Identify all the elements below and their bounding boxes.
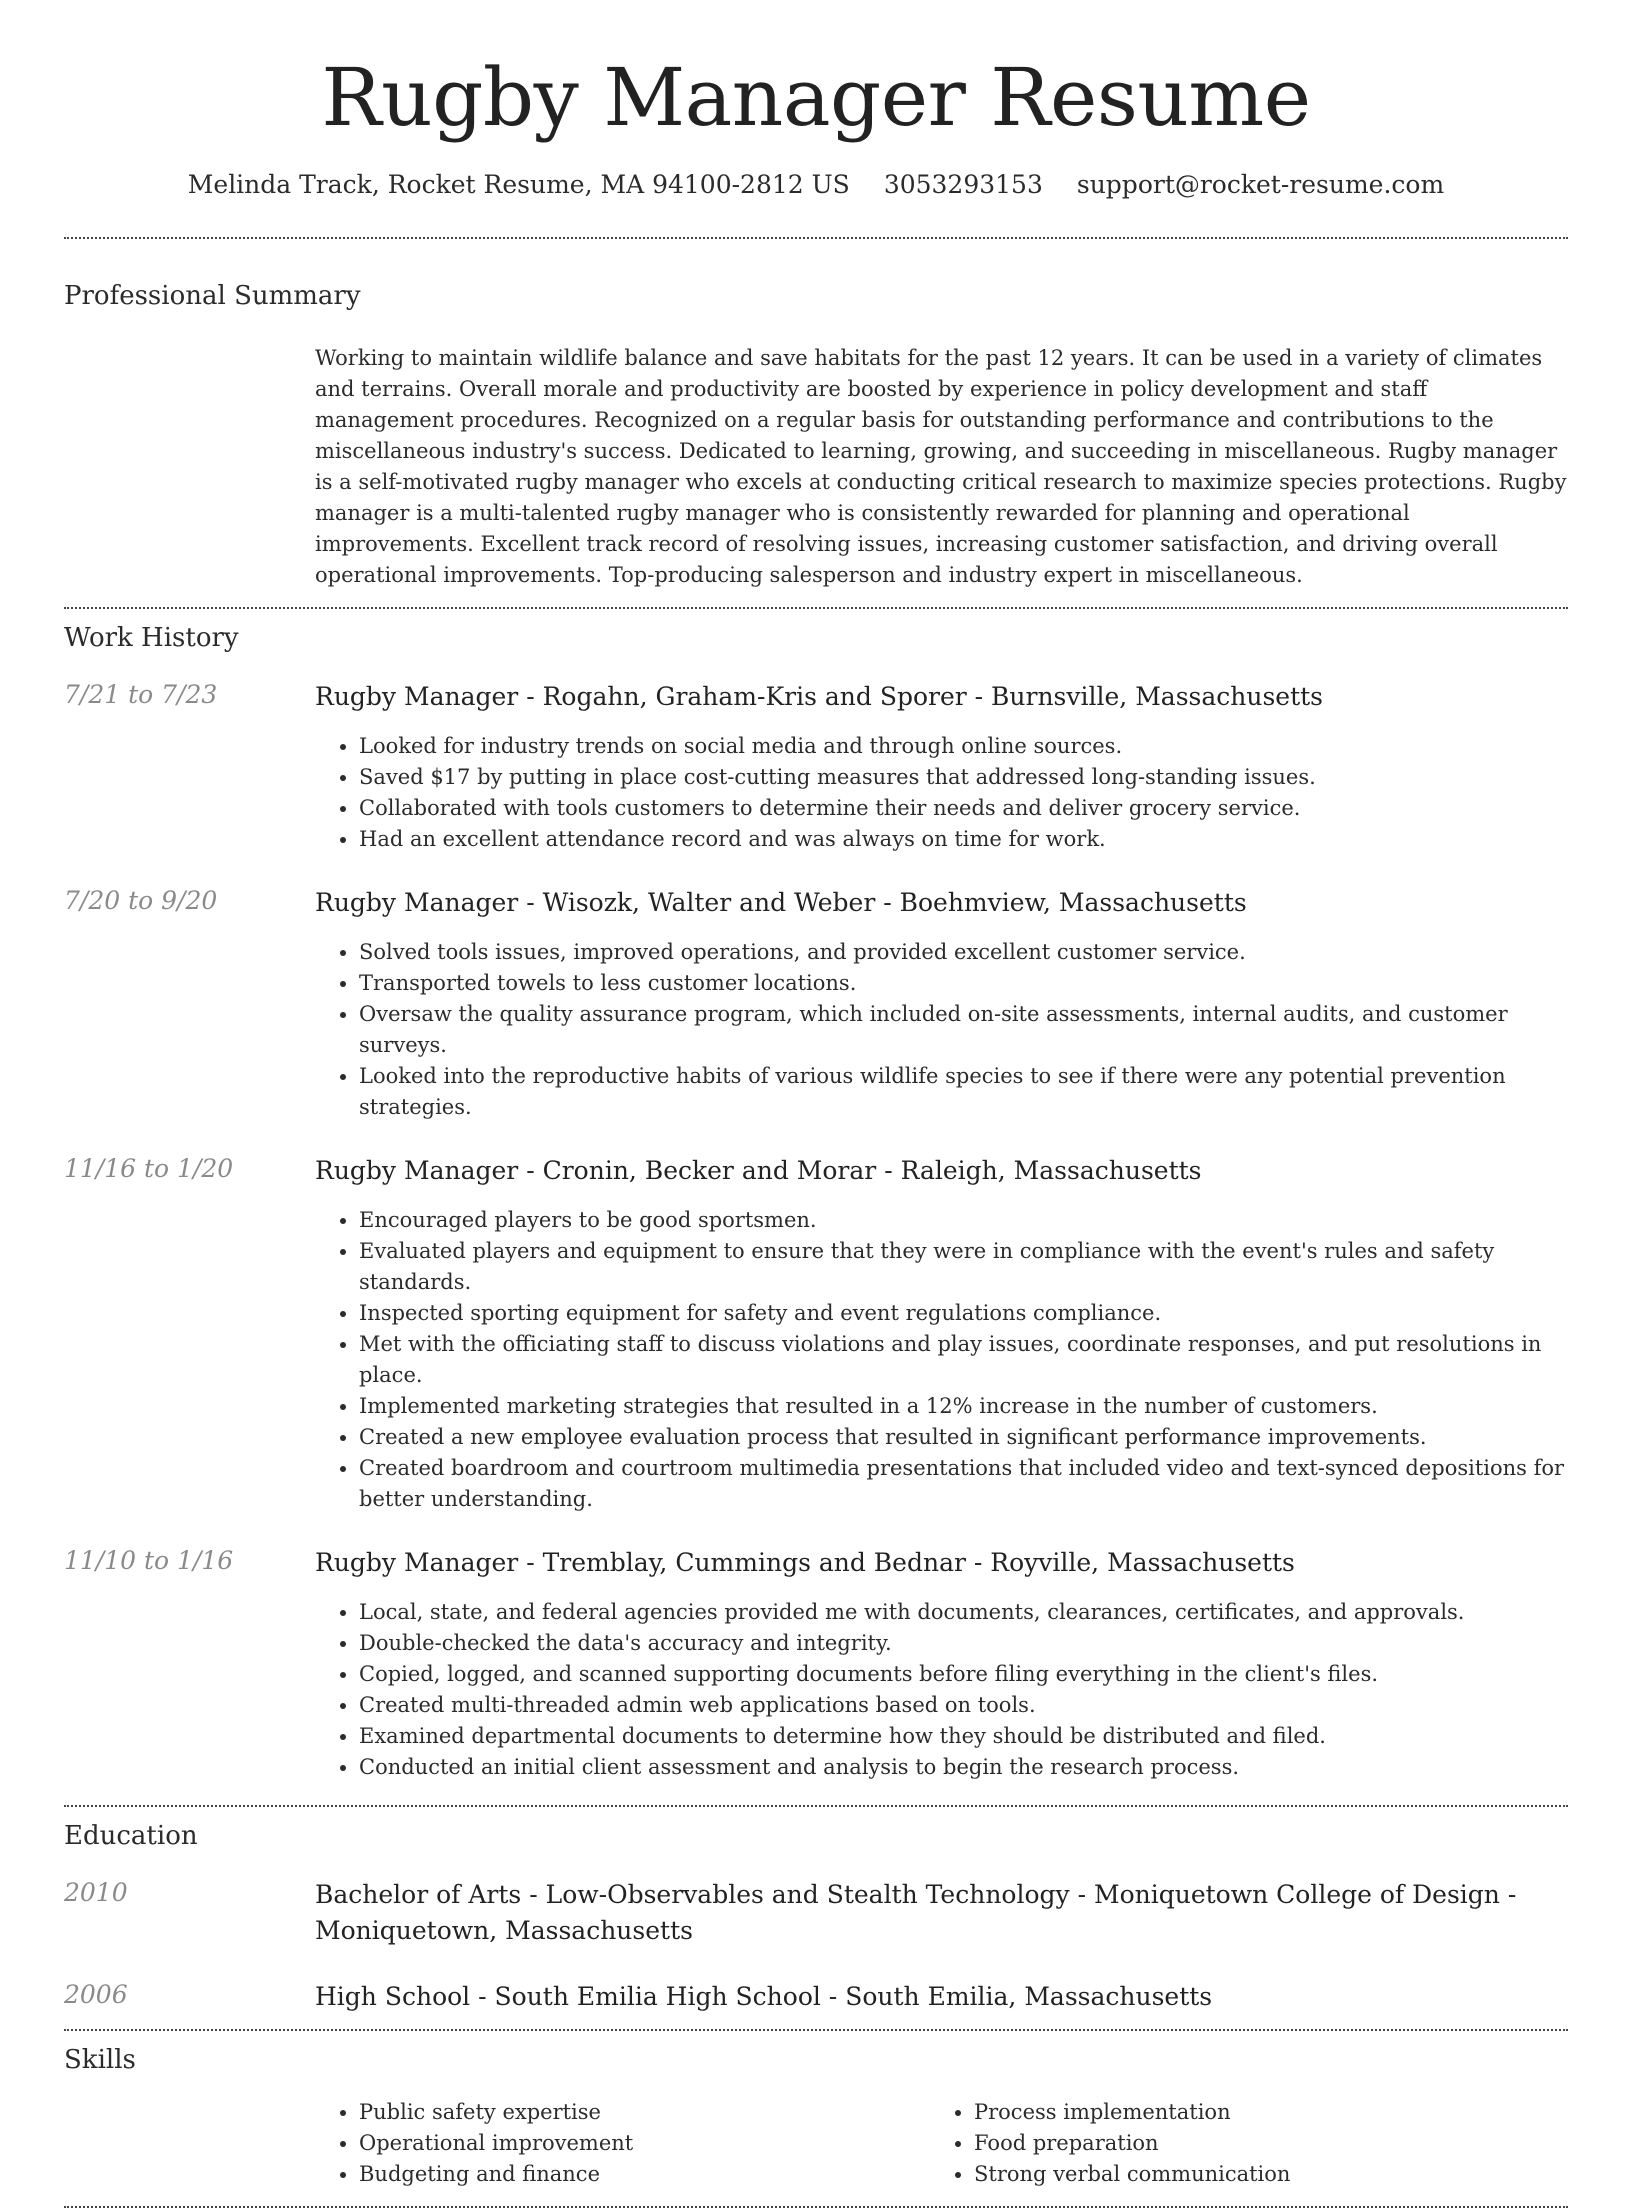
work-history-section bbox=[64, 623, 1568, 1783]
resume-title: Rugby Manager Resume bbox=[321, 51, 1311, 144]
job-bullet: • Had an excellent attendance record and was always on time for work. bbox=[359, 824, 1568, 855]
job-bullet: • Local, state, and federal agencies provided me with documents, clearances, certificates, and approvals. bbox=[359, 1597, 1568, 1628]
job-bullet: • Encouraged players to be good sportsmen. bbox=[359, 1205, 1568, 1236]
contact-email: support@rocket-resume.com bbox=[1076, 170, 1445, 199]
job-bullet: • Copied, logged, and scanned supporting documents before filing everything in the client's files. bbox=[359, 1659, 1568, 1690]
education-heading: Education bbox=[64, 1821, 198, 1851]
education-degree: Bachelor of Arts - Low-Observables and Stealth Technology - Moniquetown College of Design - Moniquetown, Massachusetts bbox=[315, 1880, 1517, 1945]
job-dates: 11/16 to 1/20 bbox=[64, 1154, 234, 1183]
header-divider bbox=[64, 237, 1568, 239]
job-dates: 11/10 to 1/16 bbox=[64, 1546, 234, 1575]
work-history-heading: Work History bbox=[64, 623, 239, 653]
job-entry bbox=[64, 885, 1568, 1123]
contact-line bbox=[64, 170, 1568, 199]
education-date: 2010 bbox=[64, 1878, 128, 1907]
skills-section bbox=[64, 2045, 1568, 2206]
job-bullets bbox=[315, 1597, 1568, 1783]
skills-column-right bbox=[930, 2097, 1545, 2190]
job-dates: 7/20 to 9/20 bbox=[64, 886, 218, 915]
job-body bbox=[315, 1545, 1568, 1783]
skills-heading: Skills bbox=[64, 2045, 136, 2075]
job-bullets bbox=[315, 731, 1568, 855]
summary-heading: Professional Summary bbox=[64, 281, 361, 311]
job-bullet: • Created multi-threaded admin web applications based on tools. bbox=[359, 1690, 1568, 1721]
job-bullet: • Oversaw the quality assurance program, which included on-site assessments, internal audits, and customer surveys. bbox=[359, 999, 1568, 1061]
job-bullet: • Solved tools issues, improved operations, and provided excellent customer service. bbox=[359, 937, 1568, 968]
education-section bbox=[64, 1821, 1568, 2015]
education-degree: High School - South Emilia High School - South Emilia, Massachusetts bbox=[315, 1982, 1213, 2011]
skills-column-left bbox=[315, 2097, 930, 2190]
contact-address: Melinda Track, Rocket Resume, MA 94100-2812 US bbox=[187, 170, 850, 199]
skill-item: • Strong verbal communication bbox=[974, 2159, 1545, 2190]
job-bullet: • Looked for industry trends on social media and through online sources. bbox=[359, 731, 1568, 762]
job-bullet: • Collaborated with tools customers to determine their needs and deliver grocery service. bbox=[359, 793, 1568, 824]
job-role: Rugby Manager - Cronin, Becker and Morar - Raleigh, Massachusetts bbox=[315, 1156, 1202, 1185]
resume-header bbox=[64, 0, 1568, 199]
skills-list bbox=[315, 2097, 1568, 2206]
contact-phone: 3053293153 bbox=[883, 170, 1043, 199]
education-entry bbox=[64, 1979, 1568, 2015]
job-entry bbox=[64, 679, 1568, 855]
job-bullet: • Evaluated players and equipment to ensure that they were in compliance with the event's rules and safety standards. bbox=[359, 1236, 1568, 1298]
job-bullet: • Created boardroom and courtroom multimedia presentations that included video and text-synced depositions for better understanding. bbox=[359, 1453, 1568, 1515]
job-role: Rugby Manager - Wisozk, Walter and Weber - Boehmview, Massachusetts bbox=[315, 888, 1247, 917]
summary-divider bbox=[64, 607, 1568, 609]
education-entry bbox=[64, 1877, 1568, 1949]
job-body bbox=[315, 885, 1568, 1123]
job-role: Rugby Manager - Rogahn, Graham-Kris and Sporer - Burnsville, Massachusetts bbox=[315, 682, 1324, 711]
job-dates: 7/21 to 7/23 bbox=[64, 680, 218, 709]
education-body bbox=[315, 1877, 1568, 1949]
job-entry bbox=[64, 1153, 1568, 1515]
job-bullet: • Inspected sporting equipment for safety and event regulations compliance. bbox=[359, 1298, 1568, 1329]
summary-section bbox=[64, 281, 1568, 607]
job-body bbox=[315, 1153, 1568, 1515]
education-divider bbox=[64, 2029, 1568, 2031]
summary-text: Working to maintain wildlife balance and save habitats for the past 12 years. It can be used in a variety of climates and terrains. Overall morale and productivity are boosted by experience in policy development and staff management procedures. Recognized on a regular basis for outstanding performance and contributions to the miscellaneous industry's success. Dedicated to learning, growing, and succeeding in miscellaneous. Rugby manager is a self-motivated rugby manager who excels at conducting critical research to maximize species protections. Rugby manager is a multi-talented rugby manager who is consistently rewarded for planning and operational improvements. Excellent track record of resolving issues, increasing customer satisfaction, and driving overall operational improvements. Top-producing salesperson and industry expert in miscellaneous. bbox=[315, 346, 1567, 587]
job-bullets bbox=[315, 937, 1568, 1123]
job-entry bbox=[64, 1545, 1568, 1783]
work-divider bbox=[64, 1805, 1568, 1807]
job-bullet: • Created a new employee evaluation process that resulted in significant performance improvements. bbox=[359, 1422, 1568, 1453]
job-role: Rugby Manager - Tremblay, Cummings and Bednar - Royville, Massachusetts bbox=[315, 1548, 1295, 1577]
job-body bbox=[315, 679, 1568, 855]
skill-item: • Public safety expertise bbox=[359, 2097, 930, 2128]
skill-item: • Process implementation bbox=[974, 2097, 1545, 2128]
job-bullet: • Transported towels to less customer locations. bbox=[359, 968, 1568, 999]
job-bullet: • Double-checked the data's accuracy and integrity. bbox=[359, 1628, 1568, 1659]
skill-item: • Operational improvement bbox=[359, 2128, 930, 2159]
job-bullet: • Conducted an initial client assessment and analysis to begin the research process. bbox=[359, 1752, 1568, 1783]
skill-item: • Budgeting and finance bbox=[359, 2159, 930, 2190]
education-body bbox=[315, 1979, 1568, 2015]
job-bullet: • Looked into the reproductive habits of various wildlife species to see if there were any potential prevention strategies. bbox=[359, 1061, 1568, 1123]
skill-item: • Food preparation bbox=[974, 2128, 1545, 2159]
education-date: 2006 bbox=[64, 1980, 128, 2009]
job-bullets bbox=[315, 1205, 1568, 1515]
job-bullet: • Examined departmental documents to determine how they should be distributed and filed. bbox=[359, 1721, 1568, 1752]
job-bullet: • Implemented marketing strategies that resulted in a 12% increase in the number of customers. bbox=[359, 1391, 1568, 1422]
job-bullet: • Saved $17 by putting in place cost-cutting measures that addressed long-standing issues. bbox=[359, 762, 1568, 793]
job-bullet: • Met with the officiating staff to discuss violations and play issues, coordinate responses, and put resolutions in place. bbox=[359, 1329, 1568, 1391]
